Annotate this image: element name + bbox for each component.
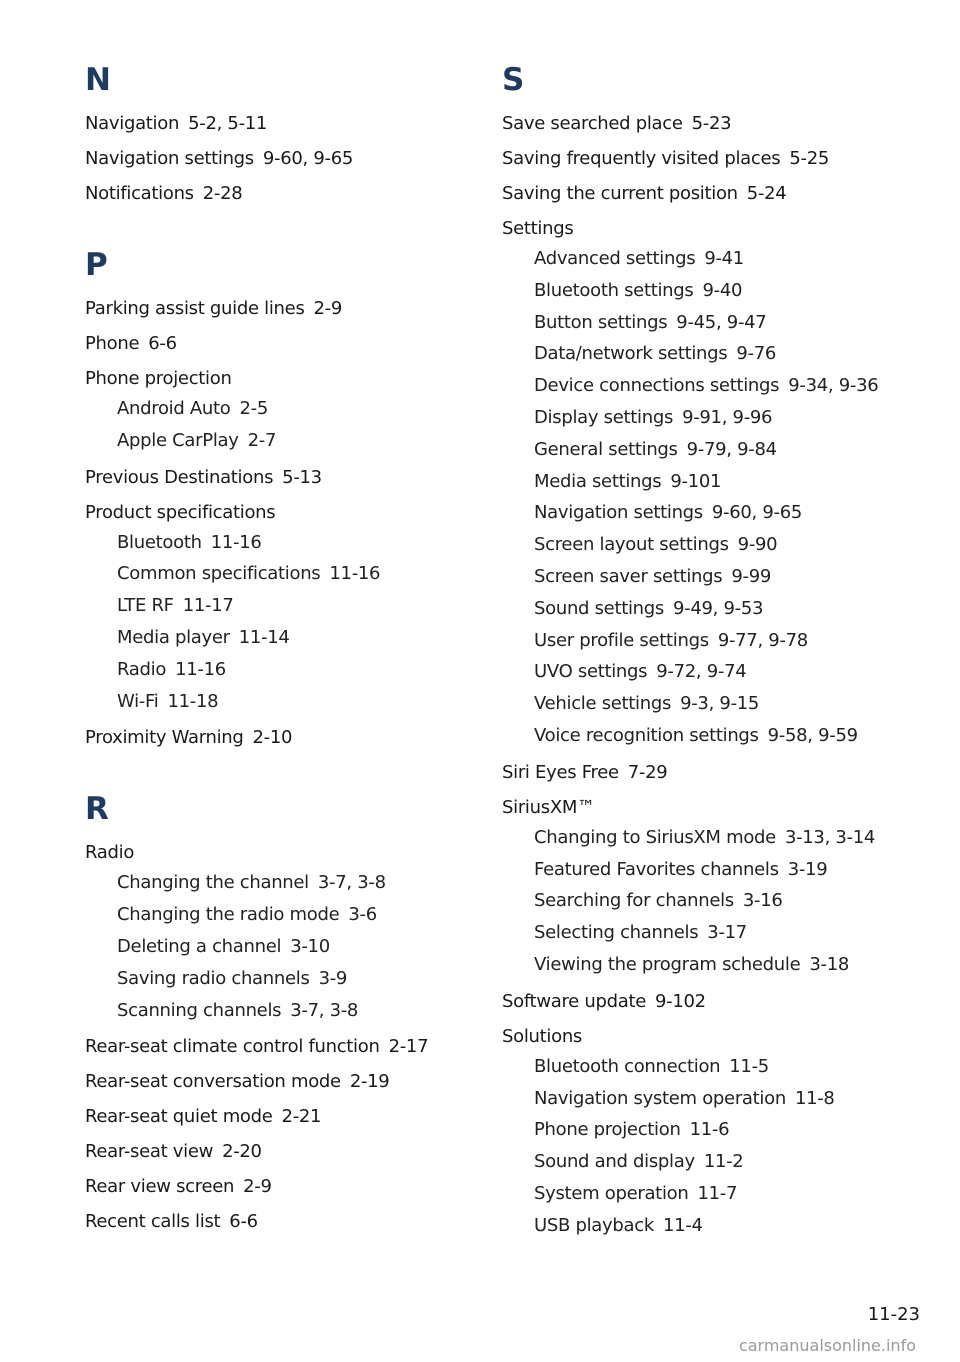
sub-entry-term: Voice recognition settings xyxy=(534,724,759,746)
sub-entry-term: LTE RF xyxy=(117,595,174,617)
sub-entry xyxy=(502,721,922,751)
entry-pages: 5-25 xyxy=(789,148,830,169)
sub-entry-pages: 9-91, 9-96 xyxy=(682,406,773,428)
sub-entry-pages: 3-19 xyxy=(787,858,828,880)
entry-pages: 2-9 xyxy=(243,1176,272,1198)
entry-pages: 6-6 xyxy=(229,1211,258,1233)
sub-entry-term: User profile settings xyxy=(534,629,709,651)
sub-entry-pages: 9-34, 9-36 xyxy=(788,375,879,397)
sub-entry-pages: 3-13, 3-14 xyxy=(784,826,876,848)
sub-entry-term: Sound settings xyxy=(534,597,664,619)
sub-entry xyxy=(502,950,922,980)
sub-entry xyxy=(85,932,505,962)
index-entry xyxy=(502,181,922,207)
index-entry xyxy=(502,989,922,1015)
sub-entry-pages: 11-16 xyxy=(210,531,262,553)
sub-entry xyxy=(85,623,505,653)
sub-entry xyxy=(502,403,922,433)
sub-entry-pages: 11-2 xyxy=(703,1151,744,1173)
index-entry-line xyxy=(85,111,505,137)
index-column-left xyxy=(85,58,505,1235)
entry-term: Product specifications xyxy=(85,501,276,523)
sub-entry xyxy=(502,562,922,592)
index-entry xyxy=(85,465,505,491)
section-letter: R xyxy=(85,791,109,828)
index-entry xyxy=(85,725,505,751)
sub-entry xyxy=(502,1052,922,1082)
sub-entry-pages: 9-79, 9-84 xyxy=(686,438,777,460)
index-section-r xyxy=(85,787,505,1235)
index-entry-line xyxy=(85,366,505,392)
entry-term: Rear-seat view xyxy=(85,1141,214,1163)
index-entry-line xyxy=(85,146,505,172)
footer-watermark: carmanualsonline.info xyxy=(738,1336,916,1355)
sub-entry xyxy=(502,276,922,306)
index-entry-line xyxy=(502,216,922,242)
sub-entry-pages: 11-4 xyxy=(662,1214,703,1236)
index-entry-line xyxy=(85,1034,505,1060)
section-letter: P xyxy=(85,247,108,283)
entry-term: Save searched place xyxy=(502,113,683,134)
sub-entry-term: Bluetooth xyxy=(117,531,202,553)
index-entry xyxy=(85,840,505,1025)
index-section-n xyxy=(85,58,505,207)
index-entry-line xyxy=(85,1174,505,1200)
sub-entry xyxy=(502,435,922,465)
sub-entry xyxy=(502,918,922,948)
entry-pages: 5-2, 5-11 xyxy=(188,113,268,134)
sub-entry-pages: 9-49, 9-53 xyxy=(672,597,764,619)
index-entry xyxy=(502,111,922,137)
index-entry-line xyxy=(85,1209,505,1235)
index-entry-line xyxy=(85,1139,505,1165)
index-entry-line xyxy=(85,1104,505,1130)
sub-entry-pages: 9-101 xyxy=(670,470,722,492)
index-entry xyxy=(502,1024,922,1241)
entry-term: Solutions xyxy=(502,1025,583,1047)
sub-entry-pages: 11-16 xyxy=(175,658,226,680)
index-entry xyxy=(502,146,922,172)
sub-entry-term: Media player xyxy=(117,626,230,648)
sub-entry-pages: 3-9 xyxy=(318,967,348,989)
sub-entry-list xyxy=(85,868,505,1025)
sub-entry xyxy=(502,1115,922,1145)
index-entry xyxy=(85,1139,505,1165)
sub-entry-term: Saving radio channels xyxy=(117,967,310,989)
sub-entry-term: Featured Favorites channels xyxy=(534,858,779,880)
entry-pages: 2-20 xyxy=(222,1141,262,1163)
sub-entry xyxy=(502,467,922,497)
entry-term: Siri Eyes Free xyxy=(502,761,619,783)
sub-entry-term: Deleting a channel xyxy=(117,935,282,957)
entry-term: Navigation xyxy=(85,113,180,134)
sub-entry-term: Bluetooth connection xyxy=(534,1055,721,1077)
sub-entry-pages: 11-5 xyxy=(729,1055,769,1077)
sub-entry-pages: 3-17 xyxy=(707,922,747,944)
sub-entry-term: Android Auto xyxy=(117,398,231,419)
sub-entry xyxy=(502,371,922,401)
sub-entry-list xyxy=(502,244,922,751)
sub-entry-pages: 9-77, 9-78 xyxy=(717,629,808,651)
sub-entry-term: Vehicle settings xyxy=(534,693,672,715)
entry-pages: 6-6 xyxy=(148,333,177,354)
sub-entry xyxy=(502,244,922,274)
index-entry xyxy=(85,1209,505,1235)
entry-term: Parking assist guide lines xyxy=(85,298,305,319)
sub-entry-term: General settings xyxy=(534,438,678,460)
sub-entry-term: Display settings xyxy=(534,406,674,428)
sub-entry-term: Media settings xyxy=(534,470,662,492)
sub-entry xyxy=(85,426,505,456)
index-entry xyxy=(85,1069,505,1095)
entry-pages: 5-23 xyxy=(691,113,732,134)
sub-entry-pages: 9-40 xyxy=(702,279,743,301)
index-entry-line xyxy=(502,760,922,786)
sub-entry-term: UVO settings xyxy=(534,661,648,683)
sub-entry-term: Advanced settings xyxy=(534,248,696,269)
index-column-right xyxy=(502,58,922,1241)
entry-pages: 2-9 xyxy=(313,298,343,319)
sub-entry xyxy=(502,594,922,624)
entry-term: Saving the current position xyxy=(502,183,738,204)
sub-entry xyxy=(85,868,505,898)
sub-entry-term: Button settings xyxy=(534,311,668,333)
sub-entry xyxy=(502,530,922,560)
page-number: 11-23 xyxy=(867,1304,920,1325)
sub-entry-term: Screen layout settings xyxy=(534,534,729,556)
index-entry-line xyxy=(502,1024,922,1050)
sub-entry-term: Navigation system operation xyxy=(534,1087,786,1109)
sub-entry xyxy=(85,528,505,558)
entry-pages: 2-28 xyxy=(202,183,243,204)
sub-entry xyxy=(85,655,505,685)
sub-entry-pages: 3-7, 3-8 xyxy=(290,999,359,1021)
entry-pages: 2-10 xyxy=(252,727,293,749)
sub-entry xyxy=(502,626,922,656)
index-entry xyxy=(85,181,505,207)
entry-pages: 2-19 xyxy=(349,1071,390,1093)
entry-term: Rear-seat conversation mode xyxy=(85,1071,341,1093)
sub-entry-list xyxy=(502,823,922,980)
index-entry-line xyxy=(502,989,922,1015)
entry-term: Settings xyxy=(502,218,574,239)
sub-entry-pages: 2-5 xyxy=(239,398,269,419)
sub-entry-term: Navigation settings xyxy=(534,502,703,524)
entry-term: Proximity Warning xyxy=(85,727,244,749)
sub-entry-pages: 3-16 xyxy=(742,890,783,912)
sub-entry xyxy=(502,1211,922,1241)
sub-entry xyxy=(502,689,922,719)
entry-term: Saving frequently visited places xyxy=(502,148,781,169)
index-entry-line xyxy=(502,111,922,137)
entry-term: SiriusXM™ xyxy=(502,796,595,818)
entry-term: Rear-seat climate control function xyxy=(85,1036,380,1058)
sub-entry xyxy=(502,1147,922,1177)
index-entry xyxy=(85,296,505,322)
sub-entry-pages: 9-41 xyxy=(704,248,744,269)
sub-entry-pages: 11-16 xyxy=(329,563,381,585)
sub-entry-term: Changing the channel xyxy=(117,872,309,894)
section-letter: S xyxy=(502,62,525,98)
sub-entry-pages: 3-10 xyxy=(290,935,330,957)
sub-entry-list xyxy=(85,528,505,717)
sub-entry-pages: 11-18 xyxy=(167,690,219,712)
index-entry-line xyxy=(85,296,505,322)
sub-entry-term: Device connections settings xyxy=(534,375,780,397)
sub-entry xyxy=(502,886,922,916)
sub-entry xyxy=(502,823,922,853)
index-entry xyxy=(85,146,505,172)
sub-entry-pages: 3-6 xyxy=(348,904,377,926)
sub-entry-term: Sound and display xyxy=(534,1151,695,1173)
sub-entry-pages: 9-72, 9-74 xyxy=(656,661,747,683)
entry-term: Phone projection xyxy=(85,368,232,389)
entry-term: Rear-seat quiet mode xyxy=(85,1106,273,1128)
sub-entry xyxy=(85,591,505,621)
sub-entry xyxy=(85,394,505,424)
index-entry-line xyxy=(85,840,505,866)
index-entry-line xyxy=(85,465,505,491)
entry-pages: 5-24 xyxy=(746,183,787,204)
entry-term: Recent calls list xyxy=(85,1211,221,1233)
sub-entry-pages: 9-99 xyxy=(731,565,771,587)
entry-term: Previous Destinations xyxy=(85,466,274,488)
sub-entry-term: Phone projection xyxy=(534,1119,681,1141)
entry-pages: 9-60, 9-65 xyxy=(262,148,354,169)
sub-entry-term: Apple CarPlay xyxy=(117,429,239,451)
entry-pages: 7-29 xyxy=(627,761,668,783)
sub-entry-term: Searching for channels xyxy=(534,890,734,912)
sub-entry-term: Data/network settings xyxy=(534,343,728,365)
index-entry-line xyxy=(502,146,922,172)
sub-entry-pages: 11-8 xyxy=(794,1087,835,1109)
sub-entry-pages: 3-18 xyxy=(809,953,850,975)
sub-entry-term: USB playback xyxy=(534,1214,654,1236)
sub-entry-pages: 2-7 xyxy=(247,429,277,451)
index-entry-line xyxy=(85,181,505,207)
sub-entry xyxy=(85,559,505,589)
index-entry xyxy=(502,795,922,980)
index-section-s xyxy=(502,58,922,1241)
sub-entry-term: System operation xyxy=(534,1182,689,1204)
index-entry xyxy=(85,331,505,357)
sub-entry xyxy=(502,498,922,528)
sub-entry-pages: 9-76 xyxy=(736,343,777,365)
sub-entry xyxy=(502,339,922,369)
sub-entry-pages: 11-17 xyxy=(182,595,234,617)
index-entry xyxy=(85,1034,505,1060)
sub-entry-term: Common specifications xyxy=(117,563,321,585)
entry-term: Rear view screen xyxy=(85,1176,235,1198)
entry-pages: 9-102 xyxy=(655,990,706,1012)
sub-entry-term: Selecting channels xyxy=(534,922,699,944)
sub-entry-pages: 9-58, 9-59 xyxy=(767,724,858,746)
sub-entry xyxy=(502,308,922,338)
sub-entry-term: Bluetooth settings xyxy=(534,279,694,301)
sub-entry-term: Changing the radio mode xyxy=(117,904,340,926)
sub-entry-pages: 9-45, 9-47 xyxy=(676,311,767,333)
sub-entry xyxy=(85,964,505,994)
index-entry xyxy=(85,1174,505,1200)
sub-entry xyxy=(502,657,922,687)
index-entry-line xyxy=(502,795,922,821)
index-entry-line xyxy=(85,331,505,357)
sub-entry-list xyxy=(502,1052,922,1241)
index-section-p xyxy=(85,243,505,751)
sub-entry-term: Scanning channels xyxy=(117,999,282,1021)
index-entry-line xyxy=(85,1069,505,1095)
sub-entry-pages: 9-60, 9-65 xyxy=(711,502,803,524)
sub-entry xyxy=(502,1179,922,1209)
sub-entry xyxy=(502,1084,922,1114)
index-entry-line xyxy=(502,181,922,207)
sub-entry-pages: 3-7, 3-8 xyxy=(317,872,386,894)
index-entry xyxy=(502,216,922,751)
index-entry xyxy=(85,366,505,456)
sub-entry xyxy=(85,687,505,717)
sub-entry xyxy=(502,855,922,885)
sub-entry-term: Wi-Fi xyxy=(117,690,159,712)
entry-term: Navigation settings xyxy=(85,148,254,169)
index-entry xyxy=(85,111,505,137)
index-entry-line xyxy=(85,500,505,526)
sub-entry-pages: 9-3, 9-15 xyxy=(680,693,760,715)
entry-term: Software update xyxy=(502,990,646,1012)
section-letter: N xyxy=(85,62,111,98)
sub-entry-pages: 11-6 xyxy=(689,1119,730,1141)
index-entry-line xyxy=(85,725,505,751)
index-entry xyxy=(502,760,922,786)
sub-entry-list xyxy=(85,394,505,456)
entry-pages: 2-21 xyxy=(281,1106,322,1128)
sub-entry xyxy=(85,900,505,930)
sub-entry-pages: 9-90 xyxy=(737,534,778,556)
entry-term: Radio xyxy=(85,842,135,864)
entry-term: Phone xyxy=(85,333,140,354)
sub-entry-pages: 11-14 xyxy=(238,626,290,648)
index-entry xyxy=(85,1104,505,1130)
entry-pages: 5-13 xyxy=(282,466,322,488)
sub-entry xyxy=(85,996,505,1026)
sub-entry-term: Changing to SiriusXM mode xyxy=(534,826,776,848)
entry-term: Notifications xyxy=(85,183,194,204)
sub-entry-term: Radio xyxy=(117,658,167,680)
sub-entry-pages: 11-7 xyxy=(697,1182,738,1204)
entry-pages: 2-17 xyxy=(388,1036,429,1058)
sub-entry-term: Viewing the program schedule xyxy=(534,953,801,975)
sub-entry-term: Screen saver settings xyxy=(534,565,723,587)
index-entry xyxy=(85,500,505,717)
